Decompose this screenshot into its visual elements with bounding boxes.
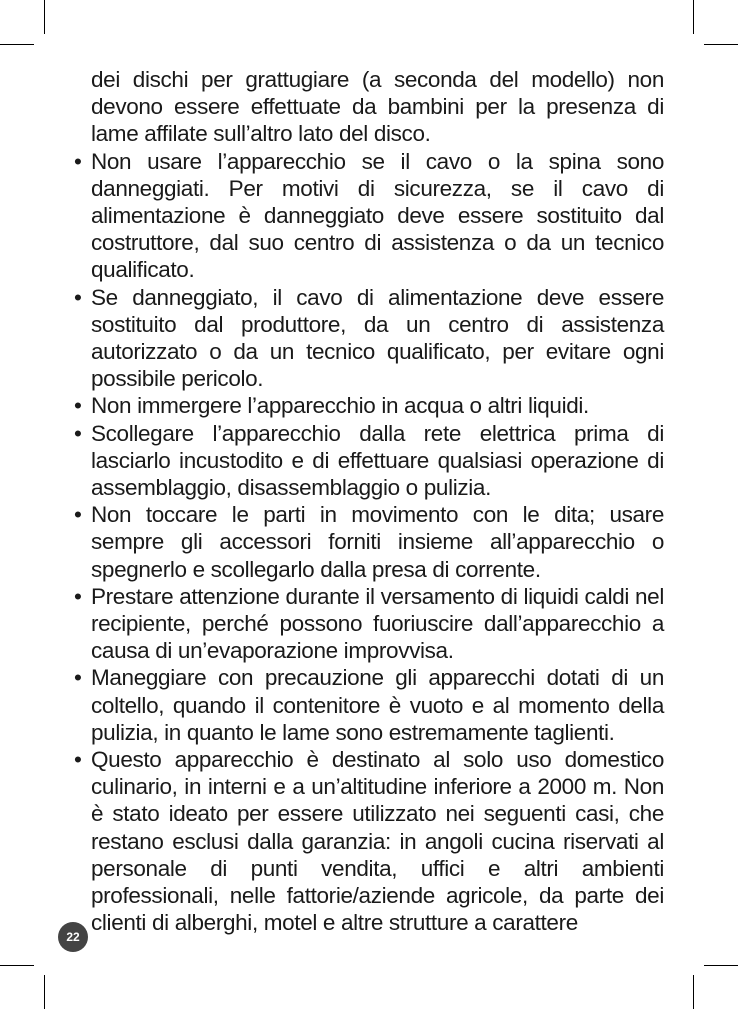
bullet-text: Questo apparecchio è destinato al solo uso domestico culinario, in interni e a un’altitudine inferiore a 2000 m. Non è stato ideato per essere utilizzato nei seguenti casi, che restano esclusi dalla garanzia: in angoli cucina riservati al personale di punti vendita, uffici e altri ambienti professionali, nelle fattorie/aziende agricole, da parte dei clienti di alberghi, motel e altre strutture a carattere [91,747,664,936]
page-content [72,66,664,937]
list-item [72,664,664,746]
list-item [72,284,664,393]
bullet-icon: • [74,420,82,446]
bullet-text: Non toccare le parti in movimento con le dita; usare sempre gli accessori forniti insieme all’apparecchio o spegnerlo e scollegarlo dalla presa di corrente. [91,502,664,582]
crop-mark-top-right-horizontal [704,44,738,45]
page-number-badge: 22 [58,922,88,952]
crop-mark-top-left-vertical [44,0,45,34]
bullet-icon: • [74,393,82,419]
bullet-text: Se danneggiato, il cavo di alimentazione deve essere sostituito dal produttore, da un centro di assistenza autorizzato o da un tecnico qualificato, per evitare ogni possibile pericolo. [91,284,664,392]
safety-bullet-list [72,148,664,937]
crop-mark-top-left-horizontal [0,44,34,45]
list-item [72,148,664,284]
bullet-text: Maneggiare con precauzione gli apparecchi dotati di un coltello, quando il contenitore è vuoto e al momento della pulizia, in quanto le lame sono estremamente taglienti. [91,665,664,745]
list-item [72,583,664,665]
crop-mark-bottom-right-horizontal [704,965,738,966]
bullet-icon: • [74,747,82,773]
list-item [72,746,664,936]
bullet-icon: • [74,284,82,310]
crop-mark-bottom-left-vertical [44,975,45,1009]
crop-mark-bottom-left-horizontal [0,965,34,966]
bullet-icon: • [74,583,82,609]
bullet-text: Prestare attenzione durante il versamento di liquidi caldi nel recipiente, perché possono fuoriuscire dall’apparecchio a causa di un’evaporazione improvvisa. [91,583,664,664]
bullet-icon: • [74,502,82,528]
list-item [72,501,664,583]
intro-paragraph: dei dischi per grattugiare (a seconda del modello) non devono essere effettuate da bambini per la presenza di lame affilate sull’altro lato del disco. [91,67,664,147]
bullet-icon: • [74,665,82,691]
bullet-text: Non usare l’apparecchio se il cavo o la spina sono danneggiati. Per motivi di sicurezza, se il cavo di alimentazione è danneggiato deve essere sostituito dal costruttore, dal suo centro di assistenza o da un tecnico qualificato. [91,148,664,283]
list-item [72,392,664,419]
crop-mark-bottom-right-vertical [693,975,694,1009]
bullet-text: Non immergere l’apparecchio in acqua o altri liquidi. [91,393,589,419]
bullet-icon: • [74,148,82,174]
crop-mark-top-right-vertical [693,0,694,34]
bullet-text: Scollegare l’apparecchio dalla rete elettrica prima di lasciarlo incustodito e di effettuare qualsiasi operazione di assemblaggio, disassemblaggio o pulizia. [91,420,664,501]
list-item [72,420,664,502]
